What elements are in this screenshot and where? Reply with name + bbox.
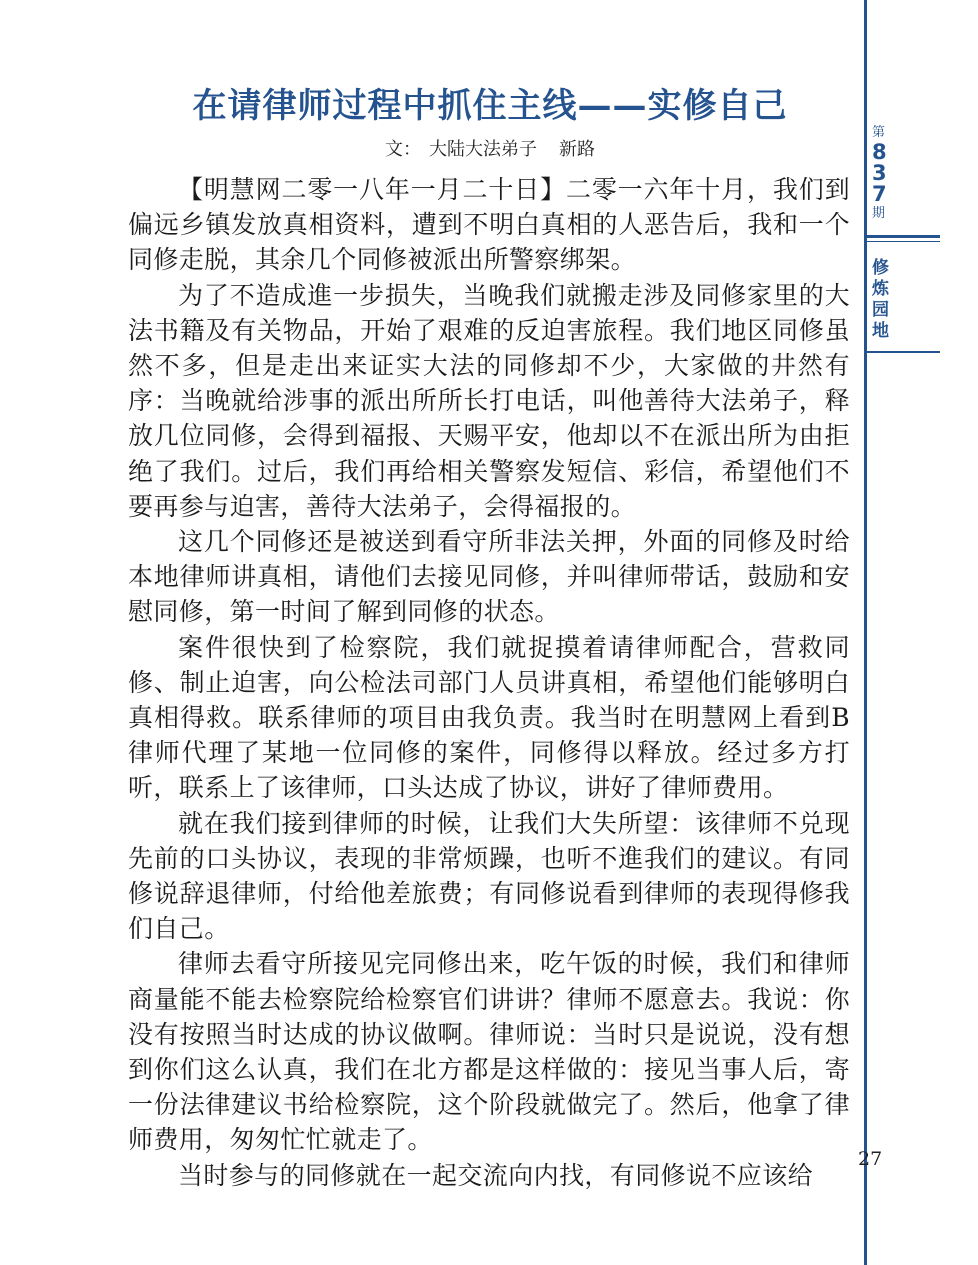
article-title: 在请律师过程中抓住主线——实修自己 [192,86,788,126]
paragraph-7: 当时参与的同修就在一起交流向内找，有同修说不应该给 [178,1160,814,1190]
sidebar-rule [866,235,940,238]
byline [120,138,860,162]
page-number: 27 [858,1148,883,1170]
sidebar-rule-thin [866,241,940,242]
paragraph-2: 为了不造成進一步损失，当晚我们就搬走涉及同修家里的大法书籍及有关物品，开始了艰难的反迫害旅程。我们地区同修虽然不多，但是走出来证实大法的同修却不少，大家做的井然有序：当晚就给涉事的派出所所长打电话，叫他善待大法弟子，释放几位同修，会得到福报、天赐平安，他却以不在派出所为由拒绝了我们。过后，我们再给相关警察发短信、彩信，希望他们不要再参与迫害，善待大法弟子，会得福报的。 [128,280,850,521]
paragraph-6: 律师去看守所接见完同修出来，吃午饭的时候，我们和律师商量能不能去检察院给检察官们讲讲？律师不愿意去。我说：你没有按照当时达成的协议做啊。律师说：当时只是说说，没有想到你们这么认真，我们在北方都是这样做的：接见当事人后，寄一份法律建议书给检察院，这个阶段就做完了。然后，他拿了律师费用，匆匆忙忙就走了。 [128,949,850,1155]
paragraph-3: 这几个同修还是被送到看守所非法关押，外面的同修及时给本地律师讲真相，请他们去接见同修，并叫律师带话，鼓励和安慰同修，第一时间了解到同修的状态。 [128,527,850,627]
issue-prefix: 第 [872,125,886,140]
paragraph-5: 就在我们接到律师的时候，让我们大失所望：该律师不兑现先前的口头协议，表现的非常烦躁，也听不進我们的建议。有同修说辞退律师，付给他差旅费；有同修说看到律师的表现得修我们自己。 [128,808,850,944]
section-label: 修炼园地 [872,258,889,341]
issue-label [870,124,910,223]
article-body [128,172,850,1193]
byline-prefix: 文： [385,139,421,160]
byline-name: 新路 [559,139,595,160]
paragraph-1: 【明慧网二零一八年一月二十日】二零一六年十月，我们到偏远乡镇发放真相资料，遭到不明白真相的人恶告后，我和一个同修走脱，其余几个同修被派出所警察绑架。 [128,175,850,275]
issue-suffix: 期 [872,206,886,221]
paragraph-4: 案件很快到了检察院，我们就捉摸着请律师配合，营救同修、制止迫害，向公检法司部门人员讲真相，希望他们能够明白真相得救。联系律师的项目由我负责。我当时在明慧网上看到B律师代理了某地一位同修的案件，同修得以释放。经过多方打听，联系上了该律师，口头达成了协议，讲好了律师费用。 [128,632,850,803]
sidebar-rail-line [864,0,867,1265]
sidebar-rule-bottom [866,351,940,353]
issue-number: 837 [872,140,887,206]
byline-author: 大陆大法弟子 [429,139,537,160]
